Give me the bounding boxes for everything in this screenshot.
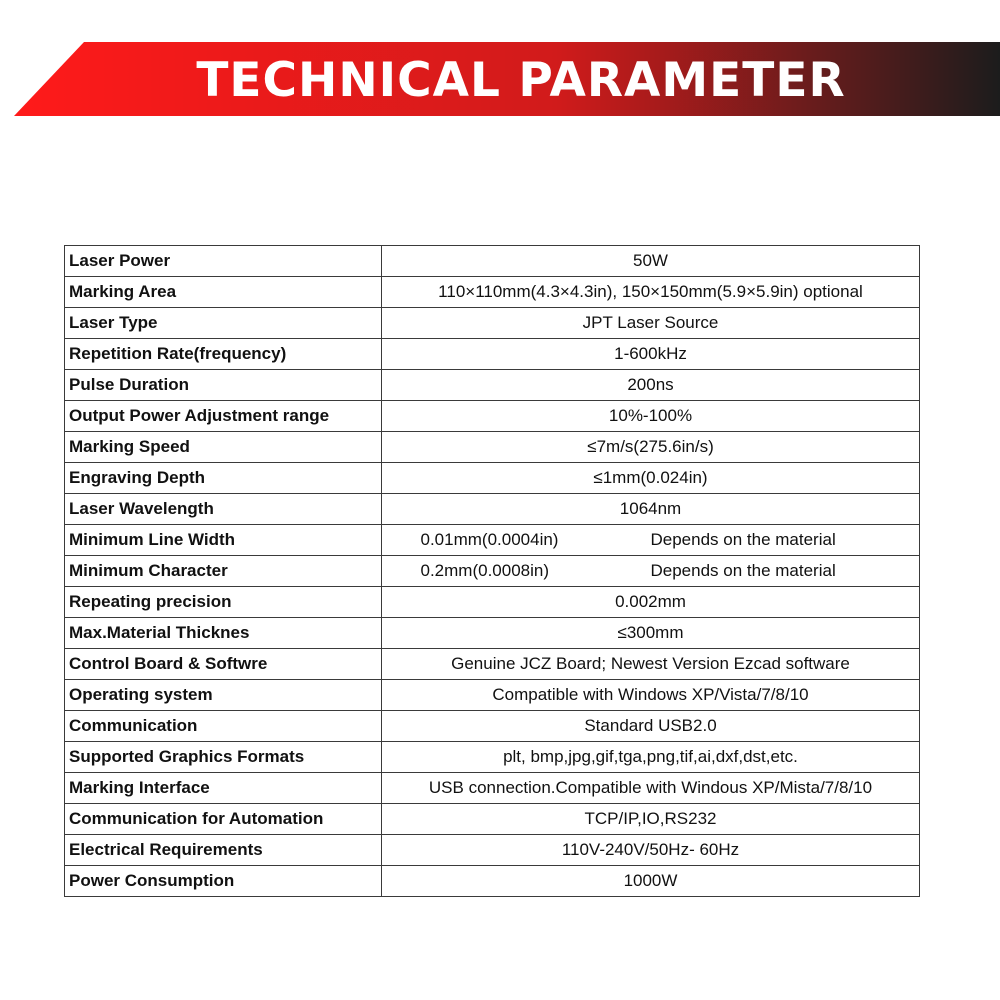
spec-value: 0.2mm(0.0008in) xyxy=(420,561,550,580)
spec-row xyxy=(65,277,920,308)
spec-label: Communication xyxy=(65,711,382,742)
spec-value: ≤7m/s(275.6in/s) xyxy=(382,432,920,463)
spec-value-split xyxy=(382,561,919,581)
spec-value: TCP/IP,IO,RS232 xyxy=(382,804,920,835)
spec-row xyxy=(65,308,920,339)
spec-row xyxy=(65,525,920,556)
spec-label: Laser Wavelength xyxy=(65,494,382,525)
spec-table-body xyxy=(65,246,920,897)
spec-label: Electrical Requirements xyxy=(65,835,382,866)
spec-row xyxy=(65,804,920,835)
spec-value-split xyxy=(382,530,919,550)
spec-row xyxy=(65,866,920,897)
spec-value: Compatible with Windows XP/Vista/7/8/10 xyxy=(382,680,920,711)
spec-value: plt, bmp,jpg,gif,tga,png,tif,ai,dxf,dst,etc. xyxy=(382,742,920,773)
spec-label: Control Board & Softwre xyxy=(65,649,382,680)
spec-label: Laser Power xyxy=(65,246,382,277)
spec-value: JPT Laser Source xyxy=(382,308,920,339)
spec-label: Minimum Line Width xyxy=(65,525,382,556)
spec-label: Repetition Rate(frequency) xyxy=(65,339,382,370)
spec-label: Marking Interface xyxy=(65,773,382,804)
spec-row xyxy=(65,401,920,432)
page-title: TECHNICAL PARAMETER xyxy=(196,53,846,108)
spec-label: Laser Type xyxy=(65,308,382,339)
spec-row xyxy=(65,835,920,866)
spec-value: 0.002mm xyxy=(382,587,920,618)
spec-row xyxy=(65,618,920,649)
spec-value: 200ns xyxy=(382,370,920,401)
spec-value: 1064nm xyxy=(382,494,920,525)
spec-value: 50W xyxy=(382,246,920,277)
spec-value: 10%-100% xyxy=(382,401,920,432)
spec-note: Depends on the material xyxy=(650,530,836,549)
spec-label: Communication for Automation xyxy=(65,804,382,835)
spec-value: 0.01mm(0.0004in) xyxy=(420,530,559,549)
spec-row xyxy=(65,370,920,401)
spec-note: Depends on the material xyxy=(650,561,836,580)
spec-value: USB connection.Compatible with Windous XP/Mista/7/8/10 xyxy=(382,773,920,804)
spec-value: 1000W xyxy=(382,866,920,897)
spec-label: Power Consumption xyxy=(65,866,382,897)
spec-row xyxy=(65,339,920,370)
spec-label: Marking Area xyxy=(65,277,382,308)
spec-row xyxy=(65,432,920,463)
spec-row xyxy=(65,556,920,587)
spec-value: 110×110mm(4.3×4.3in), 150×150mm(5.9×5.9in) optional xyxy=(382,277,920,308)
spec-row xyxy=(65,680,920,711)
spec-label: Engraving Depth xyxy=(65,463,382,494)
spec-row xyxy=(65,246,920,277)
spec-label: Pulse Duration xyxy=(65,370,382,401)
spec-row xyxy=(65,494,920,525)
spec-row xyxy=(65,742,920,773)
spec-label: Repeating precision xyxy=(65,587,382,618)
spec-row xyxy=(65,649,920,680)
spec-value: Genuine JCZ Board; Newest Version Ezcad software xyxy=(382,649,920,680)
spec-value: ≤300mm xyxy=(382,618,920,649)
spec-value: 110V-240V/50Hz- 60Hz xyxy=(382,835,920,866)
spec-row xyxy=(65,711,920,742)
spec-label: Marking Speed xyxy=(65,432,382,463)
spec-row xyxy=(65,463,920,494)
title-banner xyxy=(14,42,1000,116)
spec-value: Standard USB2.0 xyxy=(382,711,920,742)
spec-label: Max.Material Thicknes xyxy=(65,618,382,649)
spec-value: ≤1mm(0.024in) xyxy=(382,463,920,494)
spec-label: Output Power Adjustment range xyxy=(65,401,382,432)
spec-row xyxy=(65,773,920,804)
spec-label: Supported Graphics Formats xyxy=(65,742,382,773)
spec-value: 1-600kHz xyxy=(382,339,920,370)
spec-value-cell xyxy=(382,556,920,587)
spec-table xyxy=(64,245,920,897)
spec-row xyxy=(65,587,920,618)
spec-value-cell xyxy=(382,525,920,556)
spec-label: Minimum Character xyxy=(65,556,382,587)
spec-label: Operating system xyxy=(65,680,382,711)
